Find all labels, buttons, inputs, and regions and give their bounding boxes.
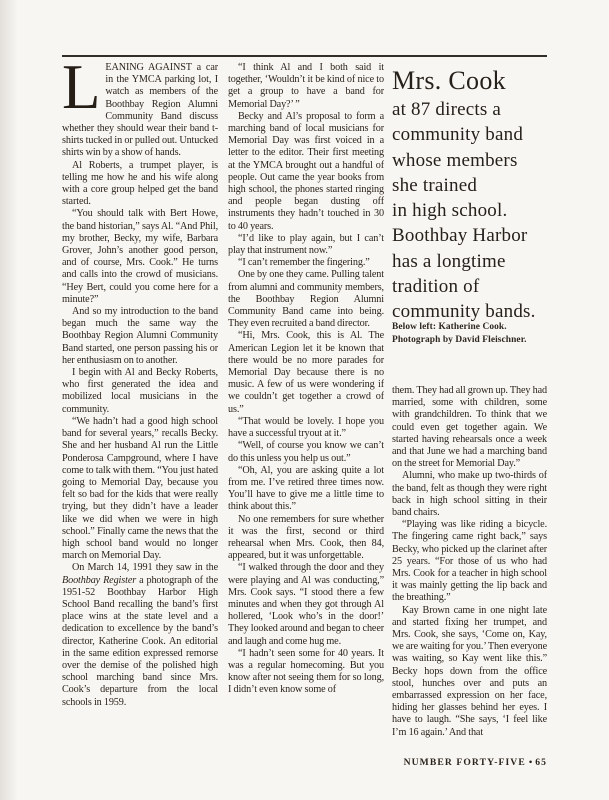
paragraph: them. They had all grown up. They had married, some with children, some with grandchildren. To think that we could even get together again. We started having rehearsals once a week and that June we had a marching band on the street for Memorial Day.” [392, 385, 547, 470]
paragraph: “You should talk with Bert Howe, the band historian,” says Al. “And Phil, my brother, Becky, my wife, Barbara Grover, John’s another good person, and of course, Mrs. Cook.” He turns and calls into the crowd of musicians. “Hey Bert, could you come here for a minute?” [62, 208, 218, 305]
paragraph: “We hadn’t had a good high school band for several years,” recalls Becky. She and her husband Al run the Little Ponderosa Campground, where I have come to talk with them. “You just hated going to Memorial Day, because you felt so bad for the kids that were really trying, but they didn’t have a leader like we did when we were in high school.” Finally came the news that the high school band would no longer march on Memorial Day. [62, 415, 218, 562]
paragraph: “I’d like to play again, but I can’t play that instrument now.” [228, 232, 384, 257]
photo-caption [392, 321, 552, 346]
paragraph: “I think Al and I both said it together, ‘Wouldn’t it be kind of nice to get a group to have a band for Memorial Day?’ ” [228, 62, 384, 110]
footer-issue-name: NUMBER FORTY-FIVE [403, 757, 526, 768]
paragraph: “I can’t remember the fingering.” [238, 257, 370, 269]
text-column-2 [228, 62, 384, 754]
pull-quote-line: community band [392, 124, 524, 146]
caption-line-1: Below left: Katherine Cook. [392, 322, 507, 332]
text-column-1 [62, 62, 218, 754]
paragraph: Becky and Al’s proposal to form a marching band of local musicians for Memorial Day was first voiced in a letter to the editor. Their first meeting at the YMCA brought out a handful of people. Out came the year books from high school, the phones started ringing and people began dusting off instruments they hadn’t touched in 30 to 40 years. [228, 110, 384, 232]
footer-page-number: 65 [535, 757, 547, 768]
pull-quote-line: community bands. [392, 301, 536, 323]
paragraph: “Oh, Al, you are asking quite a lot from me. I’ve retired three times now. You’ll have to give me a little time to think about this.” [228, 464, 384, 513]
paragraph: “Well, of course you know we can’t do this unless you help us out.” [228, 440, 384, 464]
page-edge-shadow [0, 0, 18, 800]
paragraph: “That would be lovely. I hope you have a successful tryout at it.” [228, 415, 384, 440]
paragraph: I begin with Al and Becky Roberts, who first generated the idea and mobilized local musicians in the community. [62, 367, 218, 415]
paragraph: “Playing was like riding a bicycle. The fingering came right back,” says Becky, who picked up the clarinet after 25 years. “For those of us who had Mrs. Cook for a teacher in high school it was mainly getting the lip back and the breathing.” [392, 519, 547, 604]
pull-quote-line: tradition of [392, 276, 480, 298]
pull-quote-line: in high school. [392, 200, 508, 222]
caption-line-2: Photograph by David Fleischner. [392, 334, 527, 345]
paragraph: Kay Brown came in one night late and started fixing her trumpet, and Mrs. Cook, she says, ‘Come on, Kay, we are waiting for you.’ Then everyone was waiting, so Kay went like this.” Becky hops down from the office stool, hunches over and puts an embarrassed expression on her face, hiding her glasses behind her eyes. I have to laugh. “She says, ‘I feel like I’m 16 again.’ And that [392, 604, 547, 738]
pull-quote-line: whose members [392, 149, 518, 171]
drop-cap-letter: L [62, 62, 101, 122]
italic-text: Boothbay Register [62, 574, 137, 586]
paragraph: No one remembers for sure whether it was the first, second or third rehearsal when Mrs. Cook, then 84, appeared, but it was unforgettable. [228, 513, 384, 562]
pull-quote-line: she trained [392, 174, 478, 196]
paragraph: “Hi, Mrs. Cook, this is Al. The American Legion let it be known that there would be no more parades for Memorial Day because there is no music. A few of us were wondering if we couldn’t get together a crowd of us.” [228, 330, 384, 415]
pull-quote-lines [392, 97, 562, 325]
paragraph: On March 14, 1991 they saw in the Boothbay Register a photograph of the 1951-52 Boothbay Harbor High School Band recalling the band’s first place wins at the state level and a dedication to excellence by the band’s director, Katherine Cook. An editorial in the same edition expressed remorse over the demise of the polished high school marching band since Mrs. Cook’s departure from the local schools in 1959. [62, 562, 218, 708]
pull-quote-line: has a longtime [392, 250, 506, 272]
paragraph: And so my introduction to the band began much the same way the Boothbay Region Alumni Community Band started, one person passing his or her enthusiasm on to another. [62, 306, 218, 366]
pull-quote [392, 64, 562, 325]
paragraph: Alumni, who make up two-thirds of the band, felt as though they were right back in high school sitting in their band chairs. [392, 470, 547, 519]
pull-quote-line: at 87 directs a [392, 99, 502, 120]
paragraph: “I hadn’t seen some for 40 years. It was a regular homecoming. But you know after not seeing them for so long, I didn’t even know some of [228, 647, 384, 696]
footer-bullet-icon: • [528, 757, 533, 768]
page-footer [404, 757, 547, 768]
paragraph: Al Roberts, a trumpet player, is telling me how he and his wife along with a core group helped get the band started. [62, 159, 218, 208]
pull-quote-line: Boothbay Harbor [392, 225, 528, 247]
pull-quote-lead: Mrs. Cook [392, 66, 506, 95]
paragraph: One by one they came. Pulling talent from alumni and community members, the Boothbay Region Alumni Community Band came into being. They even recruited a band director. [228, 269, 384, 330]
text-column-3 [392, 385, 547, 753]
paragraph: LEANING AGAINST a car in the YMCA parking lot, I watch as members of the Boothbay Region Alumni Community Band discuss whether they should wear their band t-shirts tucked in or pulled out. Untucked shirts win by a show of hands. [62, 62, 218, 159]
top-rule-divider [62, 55, 547, 57]
paragraph: “I walked through the door and they were playing and Al was conducting,” Mrs. Cook says. “I stood there a few minutes and when they got through Al hollered, ‘Look who’s in the door!’ They looked around and began to cheer and laugh and come hug me. [228, 562, 384, 647]
